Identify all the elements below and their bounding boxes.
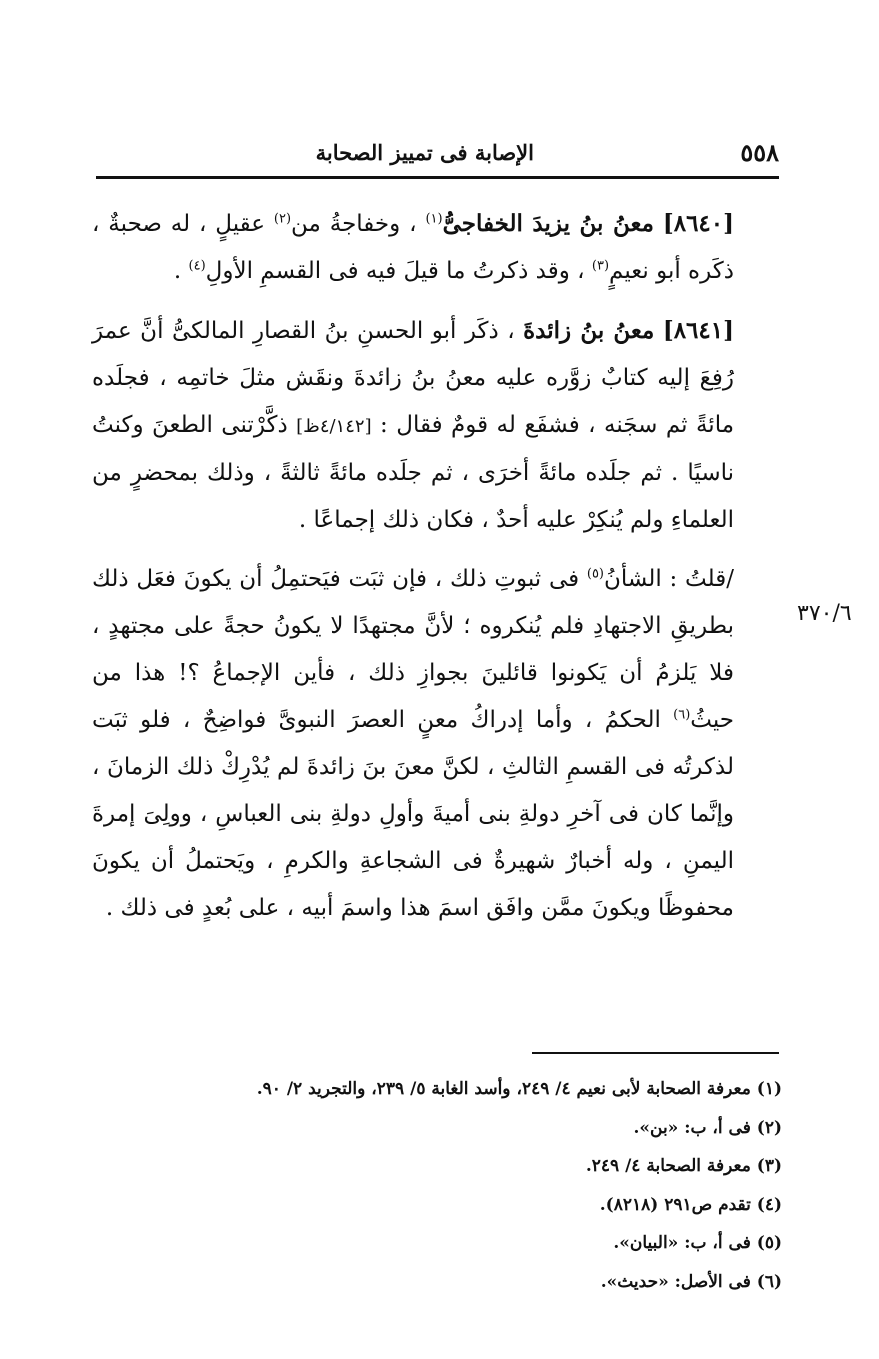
footnote-3: (٣) معرفة الصحابة ٤/ ٢٤٩. — [585, 1156, 782, 1176]
entry-name: معنُ بنُ يزيدَ الخفاجىُّ — [442, 210, 654, 237]
footnote-separator — [532, 1052, 779, 1054]
entry-8641 — [92, 307, 782, 544]
page-number: ٥٥٨ — [740, 138, 779, 167]
running-header — [96, 138, 779, 174]
entry-number: [٨٦٤١] — [662, 317, 735, 344]
entry-name: معنُ بنُ زائدةَ — [523, 317, 655, 344]
entry-text: ، ذكَر أبو الحسنِ بنُ القصارِ المالكىُّ أنَّ عمرَ رُفِعَ إليه كتابٌ زوَّره عليه معنُ بنُ زائدةَ ونقَش مثلَ خاتمِه ، فجلَده مائةً ثم سجَنه ، فشفَع له قومٌ فقال : — [92, 318, 735, 438]
main-text — [92, 200, 782, 944]
entry-number: [٨٦٤٠] — [662, 210, 735, 237]
entry-8640 — [92, 200, 782, 295]
entry-text: ذكَّرْتنى الطعنَ وكنتُ ناسيًا . ثم جلَده مائةً أخرَى ، ثم جلَده مائةً ثالثةً ، وذلك بمحضرٍ من العلماءِ ولم يُنكِرْ عليه أحدٌ ، فكان ذلك إجماعًا . — [92, 412, 734, 533]
footnote-1: (١) معرفة الصحابة لأبى نعيم ٤/ ٢٤٩، وأسد الغابة ٥/ ٢٣٩، والتجريد ٢/ ٩٠. — [256, 1079, 782, 1099]
entry-text: ، وخفاجةُ من — [291, 211, 417, 237]
footnote-marker: (٦) — [673, 707, 691, 723]
entry-text: . — [173, 258, 182, 284]
manuscript-reference: [٤/١٤٢ظ] — [296, 416, 372, 437]
header-rule — [96, 176, 779, 179]
commentary-paragraph — [92, 556, 782, 932]
commentary-text: فى ثبوتِ ذلك ، فإن ثبَت فيَحتمِلُ أن يكونَ فعَل ذلك بطريقِ الاجتهادِ فلم يُنكروه ؛ لأنَّ مجتهدًا لا يكونُ حجةً على مجتهدٍ ، فلا يَلزمُ أن يَكونوا قائلينَ بجوازِ ذلك ، فأين الإجماعُ ؟! هذا من حيثُ — [92, 566, 735, 733]
book-title: الإصابة فى تمييز الصحابة — [315, 140, 534, 165]
commentary-text: الحكمُ ، وأما إدراكُ معنٍ العصرَ النبوىَّ فواضِحٌ ، فلو ثبَت لذكرتُه فى القسمِ الثالثِ ، لكنَّ معنَ بنَ زائدةَ لم يُدْرِكْ ذلك الزمانَ ، وإنَّما كان فى آخرِ دولةِ بنى أميةَ وأولِ دولةِ بنى العباسِ ، وولِىَ إمرةَ اليمنِ ، وله أخبارٌ شهيرةٌ فى الشجاعةِ والكرمِ ، ويَحتملُ أن يكونَ محفوظًا ويكونَ ممَّن وافَق اسمَ هذا واسمَ أبيه ، على بُعدٍ فى ذلك . — [92, 707, 734, 921]
entry-text: ، وقد ذكرتُ ما قيلَ فيه فى القسمِ الأولِ — [205, 258, 585, 284]
commentary-text: /قلتُ : الشأنُ — [604, 566, 734, 592]
margin-reference: ٣٧٠/٦ — [797, 601, 852, 626]
footnote-marker: (٣) — [591, 258, 610, 274]
footnote-marker: (١) — [425, 211, 443, 227]
footnotes — [120, 1070, 782, 1301]
footnote-6: (٦) فى الأصل: «حديث». — [600, 1271, 782, 1292]
footnote-5: (٥) فى أ، ب: «البيان». — [613, 1233, 782, 1253]
footnote-2: (٢) فى أ، ب: «بن». — [633, 1117, 782, 1138]
footnote-marker: (٥) — [586, 566, 604, 582]
footnote-4: (٤) تقدم ص٢٩١ (٨٢١٨). — [599, 1194, 782, 1215]
footnote-marker: (٢) — [273, 211, 292, 227]
entry-text: عقيلٍ ، له صحبةٌ ، ذكَره أبو نعيمٍ — [92, 211, 734, 284]
footnote-marker: (٤) — [188, 258, 206, 274]
